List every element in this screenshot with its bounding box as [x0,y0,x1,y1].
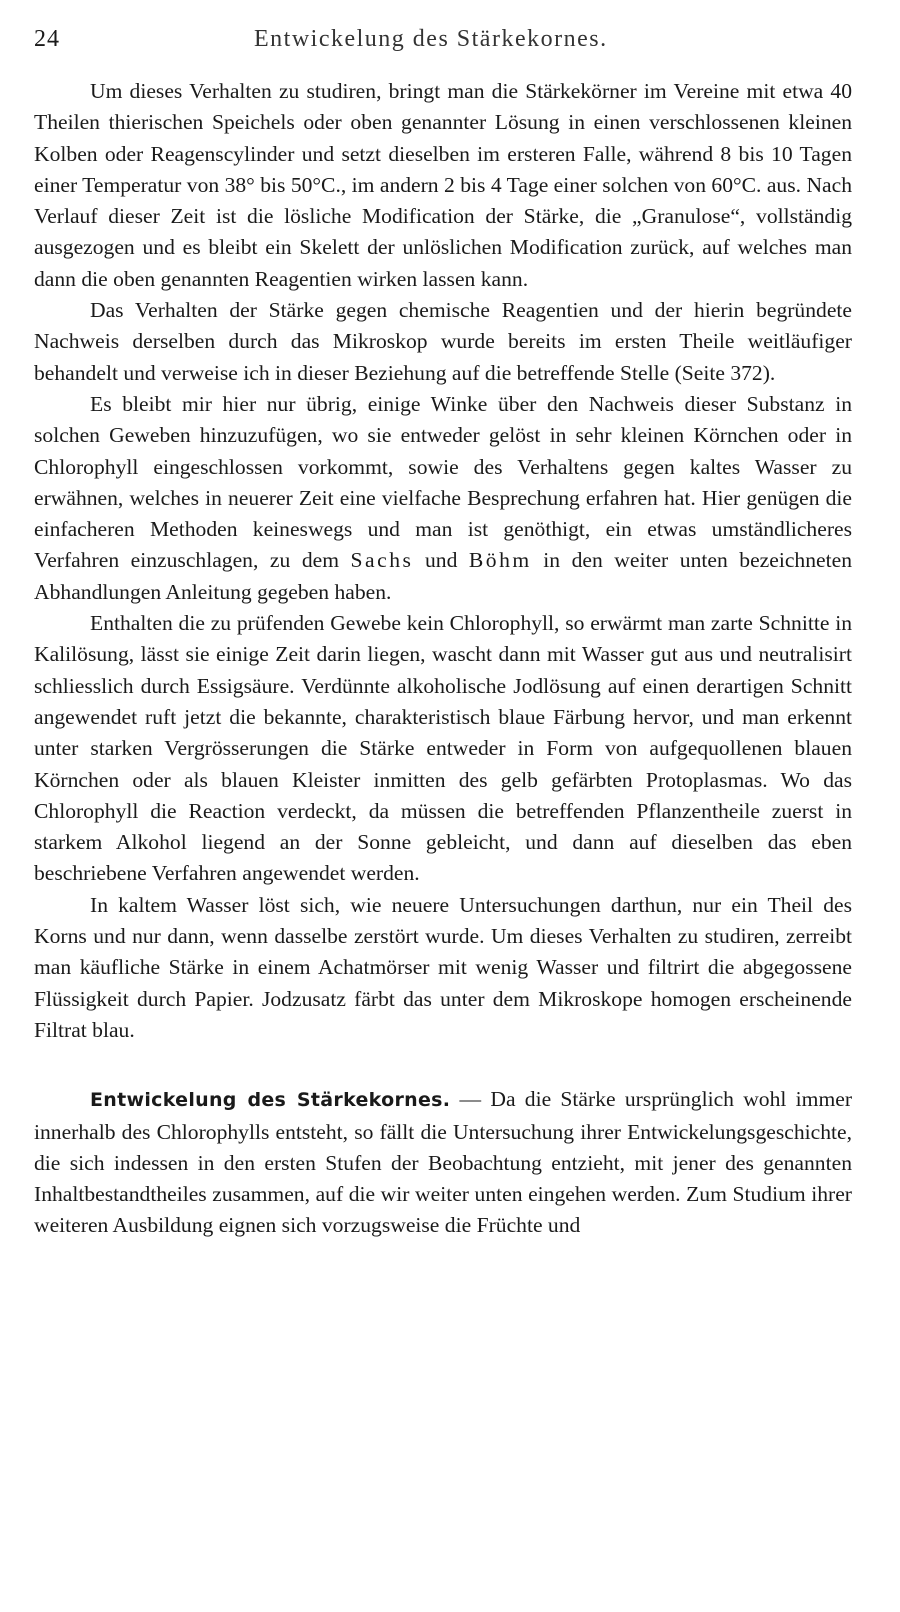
paragraph-2: Das Verhalten der Stärke gegen chemische Reagentien und der hierin begründete Nachweis derselben durch das Mikroskop wurde bereits im ersten Theile weitläufiger behandelt und verweise ich in dieser Beziehung auf die betreffende Stelle (Seite 372). [34,298,852,385]
section-text: — Da die Stärke ursprünglich wohl immer innerhalb des Chlorophylls entsteht, so fällt die Untersuchung ihrer Entwickelungsgeschichte, die sich indessen in den ersten Stufen der Beobachtung entzieht, mit jener des genannten Inhaltbestandtheiles zusammen, auf die wir weiter unten eingehen werden. Zum Studium ihrer weiteren Ausbildung eignen sich vorzugsweise die Früchte und [34,1087,853,1238]
paragraph-3-text-a: Es bleibt mir hier nur übrig, einige Winke über den Nachweis dieser Substanz in solchen Geweben hinzuzufügen, wo sie entweder gelöst in sehr kleinen Körnchen oder in Chlorophyll eingeschlossen vorkommt, sowie des Verhaltens gegen kaltes Wasser zu erwähnen, welches in neuerer Zeit eine vielfache Besprechung erfahren hat. Hier genügen die einfacheren Methoden keineswegs und man ist genöthigt, ein etwas umständlicheres Verfahren einzuschlagen, zu dem [34,391,852,573]
section-paragraph [34,1084,852,1241]
page-number: 24 [34,26,60,52]
paragraph-1: Um dieses Verhalten zu studiren, bringt man die Stärkekörner im Vereine mit etwa 40 Theilen thierischen Speichels oder oben genannter Lösung in einen verschlossenen kleinen Kolben oder Reagenscylinder und setzt dieselben im ersteren Falle, während 8 bis 10 Tagen einer Temperatur von 38° bis 50°C., im andern 2 bis 4 Tage einer solchen von 60°C. aus. Nach Verlauf dieser Zeit ist die lösliche Modification der Stärke, die „Granulose“, vollständig ausgezogen und es bleibt ein Skelett der unlöslichen Modification zurück, auf welches man dann die oben genannten Reagentien wirken lassen kann. [34,79,852,291]
page-header [34,26,870,56]
running-head: Entwickelung des Stärkekornes. [254,26,608,52]
author-name-sachs: Sachs [350,548,414,573]
paragraph-4: Enthalten die zu prüfenden Gewebe kein Chlorophyll, so erwärmt man zarte Schnitte in Kalilösung, lässt sie einige Zeit darin liegen, wascht dann mit Wasser gut aus und neutralisirt schliesslich durch Essigsäure. Verdünnte alkoholische Jodlösung auf einen derartigen Schnitt angewendet ruft jetzt die bekannte, charakteristisch blaue Färbung hervor, und man erkennt unter starken Vergrösserungen die Stärke entweder in Form von aufgequollenen blauen Körnchen oder als blauen Kleister inmitten des gelb gefärbten Protoplasmas. Wo das Chlorophyll die Reaction verdeckt, da müssen die betreffenden Pflanzentheile zuerst in starkem Alkohol liegend an der Sonne gebleicht, und dann auf dieselben das eben beschriebene Verfahren angewendet werden. [34,611,852,886]
paragraph-3-text-c: in den weiter unten bezeichneten Abhandlungen Anleitung gegeben haben. [34,548,852,604]
paragraph-3-text-b: und [413,548,469,573]
author-name-boehm: Böhm [468,548,532,573]
paragraph-3 [34,389,852,608]
body-text [34,76,852,1242]
section-spacer [34,1046,852,1084]
paragraph-5: In kaltem Wasser löst sich, wie neuere Untersuchungen darthun, nur ein Theil des Korns und nur dann, wenn dasselbe zerstört wurde. Um dieses Verhalten zu studiren, zerreibt man käufliche Stärke in einem Achatmörser mit wenig Wasser und filtrirt die abgegossene Flüssigkeit durch Papier. Jodzusatz färbt das unter dem Mikroskope homogen erscheinende Filtrat blau. [34,892,852,1042]
section-title: Entwickelung des Stärkekornes. [90,1089,451,1112]
